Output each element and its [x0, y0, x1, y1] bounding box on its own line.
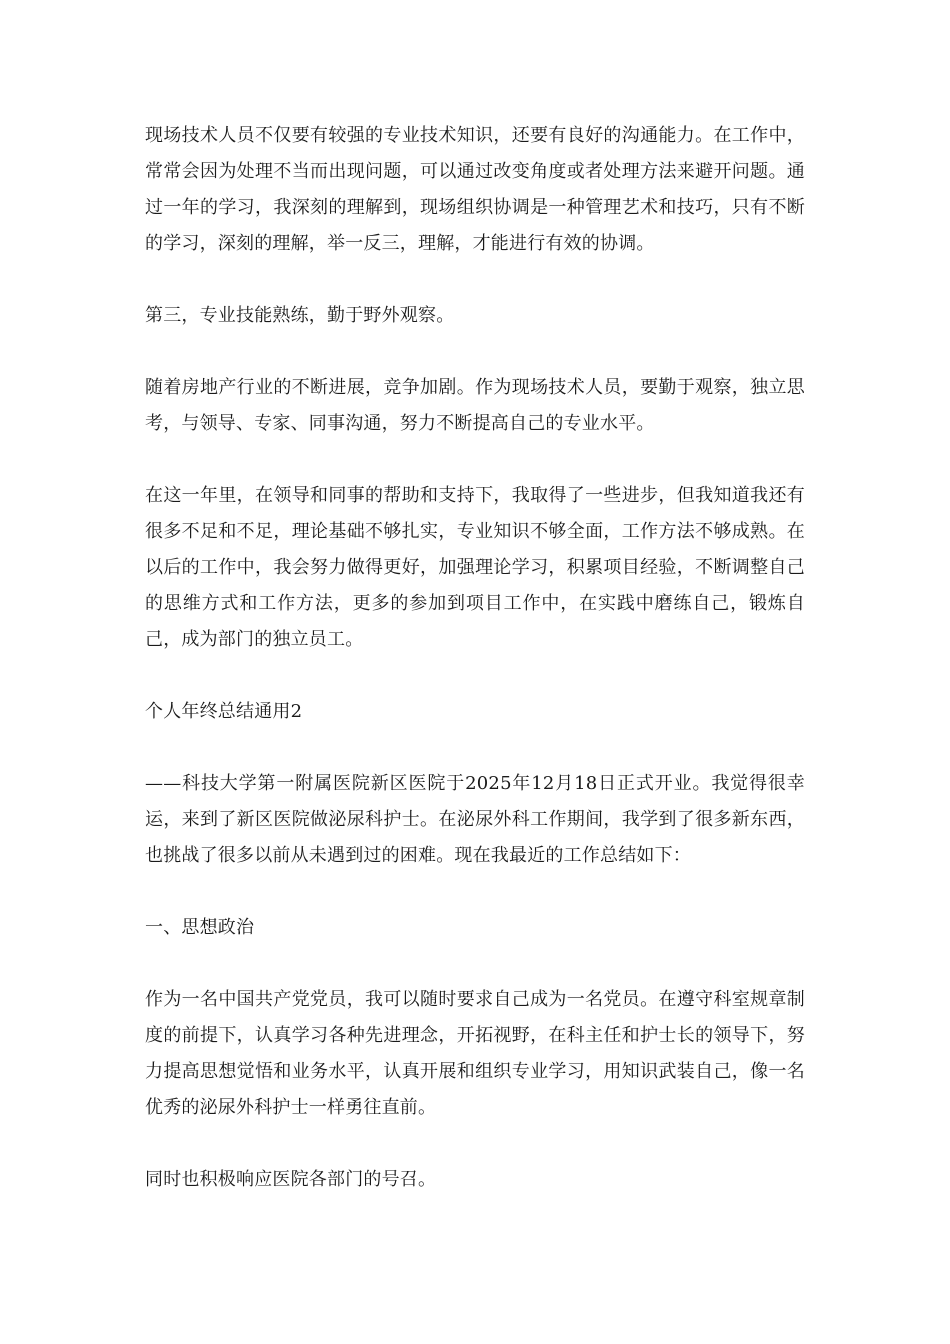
paragraph-response: 同时也积极响应医院各部门的号召。 [145, 1169, 437, 1190]
paragraph-hospital-intro: ——科技大学第一附属医院新区医院于2025年12月18日正式开业。我觉得很幸运，来到了新区医院做泌尿科护士。在泌尿外科工作期间，我学到了很多新东西，也挑战了很多以前从未遇到过的困难。现在我最近的工作总结如下： [145, 773, 805, 866]
paragraph-progress: 在这一年里，在领导和同事的帮助和支持下，我取得了一些进步，但我知道我还有很多不足和不足，理论基础不够扎实，专业知识不够全面，工作方法不够成熟。在以后的工作中，我会努力做得更好，加强理论学习，积累项目经验，不断调整自己的思维方式和工作方法，更多的参加到项目工作中，在实践中磨练自己，锻炼自己，成为部门的独立员工。 [145, 485, 805, 650]
document-title-2: 个人年终总结通用2 [145, 701, 303, 722]
section-heading-third: 第三，专业技能熟练，勤于野外观察。 [145, 305, 455, 326]
document-body [145, 118, 805, 1234]
paragraph-party-member: 作为一名中国共产党党员，我可以随时要求自己成为一名党员。在遵守科室规章制度的前提下，认真学习各种先进理念，开拓视野，在科主任和护士长的领导下，努力提高思想觉悟和业务水平，认真开展和组织专业学习，用知识武装自己，像一名优秀的泌尿外科护士一样勇往直前。 [145, 989, 805, 1118]
section-heading-ideology: 一、思想政治 [145, 917, 255, 938]
paragraph-communication: 现场技术人员不仅要有较强的专业技术知识，还要有良好的沟通能力。在工作中，常常会因为处理不当而出现问题，可以通过改变角度或者处理方法来避开问题。通过一年的学习，我深刻的理解到，现场组织协调是一种管理艺术和技巧，只有不断的学习，深刻的理解，举一反三，理解，才能进行有效的协调。 [145, 125, 805, 254]
paragraph-observation: 随着房地产行业的不断进展，竞争加剧。作为现场技术人员，要勤于观察，独立思考，与领导、专家、同事沟通，努力不断提高自己的专业水平。 [145, 377, 805, 434]
